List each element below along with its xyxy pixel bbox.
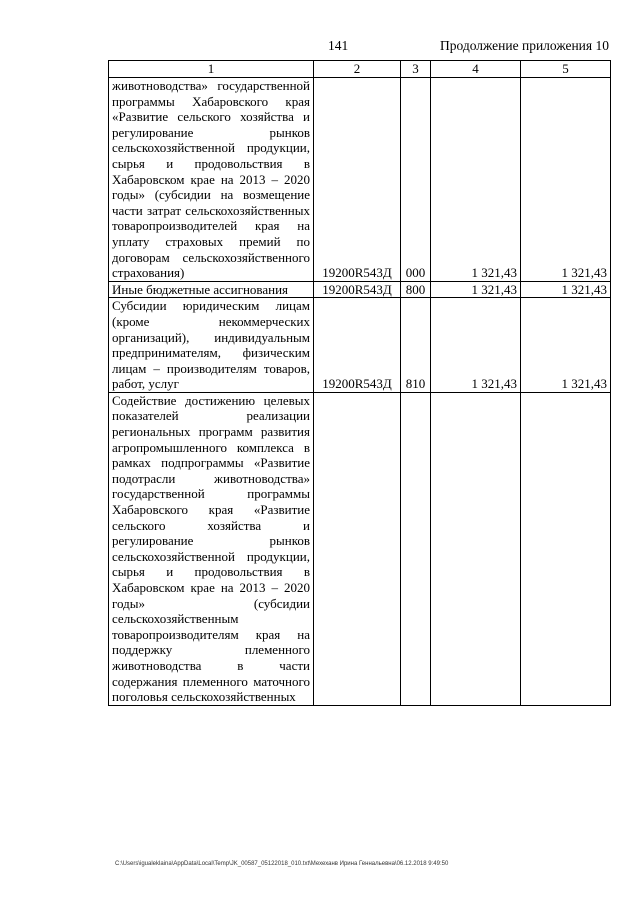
column-header-5: 5 [521,61,611,78]
row-sum1-cell: 1 321,43 [431,281,521,298]
row-sum1-cell [431,392,521,705]
row-name-cell: Субсидии юридическим лицам (кроме некоммерческих организаций), индивидуальным предпринимателям, физическим лицам – производителям товаров, работ, услуг [109,298,314,393]
row-kvr-cell [401,392,431,705]
row-code-cell: 19200R543Д [314,78,401,282]
column-header-1: 1 [109,61,314,78]
table-row [109,281,611,298]
row-code-cell [314,392,401,705]
continuation-label: Продолжение приложения 10 [439,38,609,53]
row-sum2-cell: 1 321,43 [521,298,611,393]
page-number: 141 [328,38,349,53]
row-code-cell: 19200R543Д [314,281,401,298]
row-sum1-cell: 1 321,43 [431,78,521,282]
column-header-3: 3 [401,61,431,78]
row-kvr-cell: 000 [401,78,431,282]
column-header-4: 4 [431,61,521,78]
row-sum2-cell [521,392,611,705]
column-header-2: 2 [314,61,401,78]
row-name-cell: Содействие достижению целевых показателей реализации региональных программ развития агропромышленного комплекса в рамках подпрограммы «Развитие подотрасли животноводства» государственной программы Хабаровского края «Развитие сельского хозяйства и регулирование рынков сельскохозяйственной продукции, сырья и продовольствия в Хабаровском крае на 2013 – 2020 годы» (субсидии сельскохозяйственным товаропроизводителям края на поддержку племенного животноводства в части содержания племенного маточного поголовья сельскохозяйственных [109,392,314,705]
row-name-cell: животноводства» государственной программы Хабаровского края «Развитие сельского хозяйства и регулирование рынков сельскохозяйственной продукции, сырья и продовольствия в Хабаровском крае на 2013 – 2020 годы» (субсидии на возмещение части затрат сельскохозяйственных товаропроизводителей края на уплату страховых премий по договорам сельскохозяйственного страхования) [109,78,314,282]
row-name-cell: Иные бюджетные ассигнования [109,281,314,298]
budget-table [108,60,611,706]
file-path-footer: C:\Users\igualeklaina\AppData\Local\Temp\JK_00587_05122018_010.txt\Мехеханв Ирина Геннальевна\06.12.2018 9:49:50 [115,861,449,867]
row-sum2-cell: 1 321,43 [521,281,611,298]
column-number-row [109,61,611,78]
row-code-cell: 19200R543Д [314,298,401,393]
row-sum1-cell: 1 321,43 [431,298,521,393]
table-row [109,392,611,705]
table-row [109,298,611,393]
row-sum2-cell: 1 321,43 [521,78,611,282]
row-kvr-cell: 800 [401,281,431,298]
row-kvr-cell: 810 [401,298,431,393]
table-row [109,78,611,282]
